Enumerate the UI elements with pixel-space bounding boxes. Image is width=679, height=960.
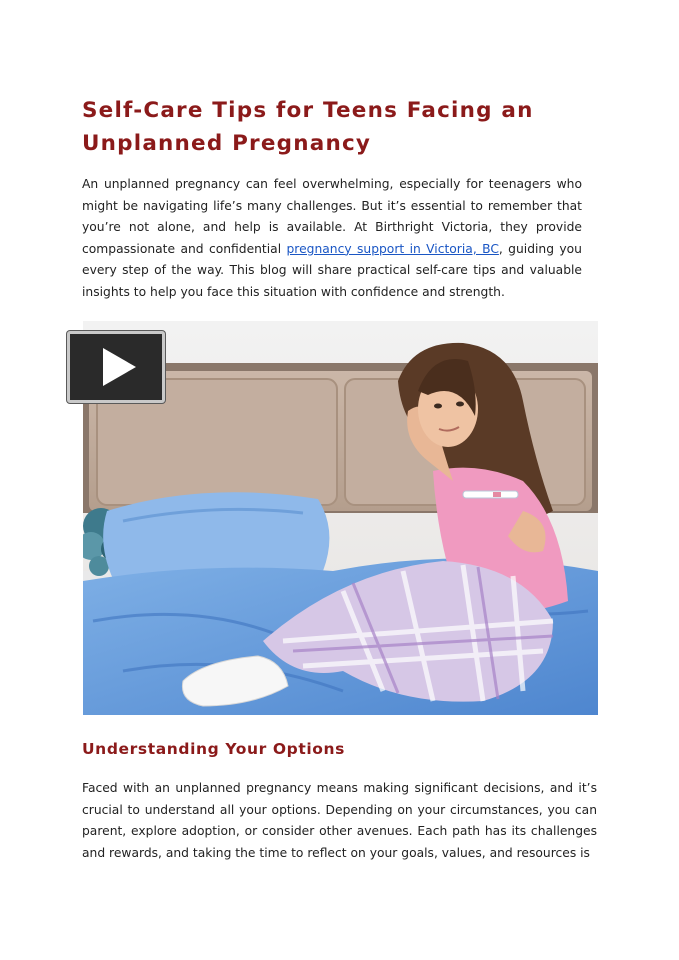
intro-text-after-link: , guiding you every step of the way. This blog will share practical self-care tips and valuable insights to help you face this situation with confidence and strength. [82,241,582,299]
intro-text-before-link: An unplanned pregnancy can feel overwhelming, especially for teenagers who might be navigating life’s many challenges. But it’s essential to remember that you’re not alone, and help is available. At Birthright Victoria, they provide compassionate and confidential [82,177,582,256]
section-paragraph: Faced with an unplanned pregnancy means making significant decisions, and it’s crucial to understand all your options. Depending on your circumstances, you can parent, explore adoption, or consider other avenues. Each path has its challenges and rewards, and taking the time to reflect on your goals, values, and resources is [82,781,597,860]
play-icon [70,334,162,400]
pregnancy-support-link[interactable]: pregnancy support in Victoria, BC [286,241,499,256]
intro-paragraph [82,174,582,304]
section-heading-understanding-options: Understanding Your Options [82,740,345,758]
page-title: Self-Care Tips for Teens Facing an Unplanned Pregnancy [82,98,534,156]
play-button[interactable] [67,331,165,403]
